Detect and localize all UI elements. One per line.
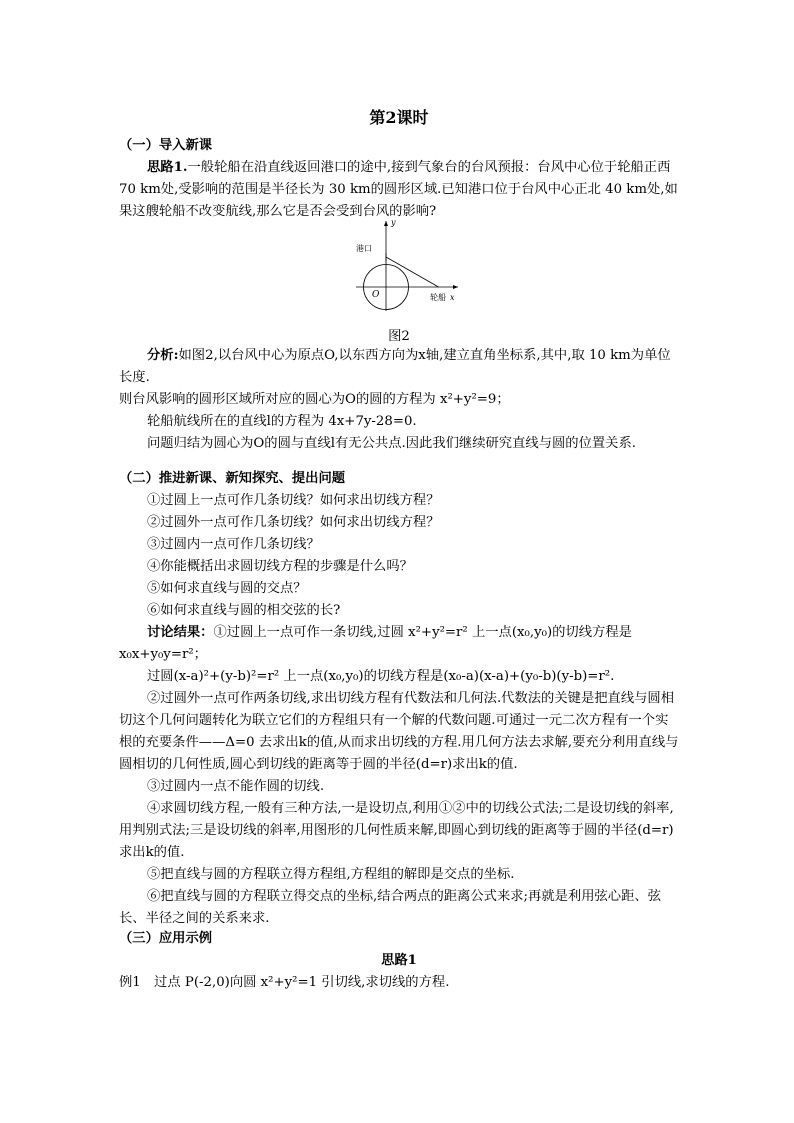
ship-route bbox=[386, 257, 439, 287]
result-1b: 过圆(x-a)²+(y-b)²=r² 上一点(x₀,y₀)的切线方程是(x₀-a)(x-a)+(y₀-b)(y-b)=r². bbox=[147, 669, 615, 684]
section-intro bbox=[119, 135, 679, 223]
result-4: ④求圆切线方程,一般有三种方法,一是设切点,利用①②中的切线公式法;二是设切线的斜率,用判别式法;三是设切线的斜率,用图形的几何性质来解,即圆心到切线的距离等于圆的半径(d=r)求出k的值. bbox=[119, 801, 674, 860]
question-3: ③过圆内一点可作几条切线？ bbox=[147, 537, 320, 552]
result-1 bbox=[119, 622, 679, 666]
result-2: ②过圆外一点可作两条切线,求出切线方程有代数法和几何法.代数法的关键是把直线与圆相切这个几何问题转化为联立它们的方程组只有一个解的代数问题.可通过一元二次方程有一个实根的充要条件——Δ=0 去求出k的值,从而求出切线的方程.用几何方法去求解,要充分利用直线与圆相切的几何性质,圆心到切线的距离等于圆的半径(d=r)求出k的值. bbox=[119, 691, 679, 772]
result-5: ⑤把直线与圆的方程联立得方程组,方程组的解即是交点的坐标. bbox=[147, 867, 515, 882]
typhoon-diagram bbox=[346, 215, 466, 315]
problem-reduction-line: 问题归结为圆心为O的圆与直线l有无公共点.因此我们继续研究直线与圆的位置关系. bbox=[147, 436, 636, 451]
result-3: ③过圆内一点不能作圆的切线. bbox=[147, 779, 325, 794]
sub-heading: 思路1 bbox=[381, 953, 417, 968]
result-6: ⑥把直线与圆的方程联立得交点的坐标,结合两点的距离公式来求;再就是利用弦心距、弦长、半径之间的关系来求. bbox=[119, 889, 661, 926]
question-1: ①过圆上一点可作几条切线？如何求出切线方程？ bbox=[147, 493, 440, 508]
section-heading: （二）推进新课、新知探究、提出问题 bbox=[119, 471, 346, 486]
section-heading: （一）导入新课 bbox=[119, 138, 213, 153]
analysis-label: 分析: bbox=[147, 348, 179, 363]
example-1: 例1 过点 P(-2,0)向圆 x²+y²=1 引切线,求切线的方程. bbox=[119, 975, 450, 990]
question-2: ②过圆外一点可作几条切线？如何求出切线方程？ bbox=[147, 515, 440, 530]
y-label: y bbox=[391, 218, 396, 227]
result-label: 讨论结果： bbox=[147, 625, 214, 640]
ship-label: 轮船 bbox=[430, 293, 446, 302]
port-label: 港口 bbox=[356, 244, 372, 253]
paragraph-idea1 bbox=[119, 157, 679, 223]
question-5: ⑤如何求直线与圆的交点？ bbox=[147, 581, 307, 596]
analysis-block bbox=[119, 345, 679, 455]
idea-text: 一般轮船在沿直线返回港口的途中,接到气象台的台风预报：台风中心位于轮船正西 70 km处,受影响的范围是半径长为 30 km的圆形区域.已知港口位于台风中心正北 40 km处,如果这艘轮船不改变航线,那么它是否会受到台风的影响? bbox=[119, 160, 678, 219]
result-1-text: ①过圆上一点可作一条切线,过圆 x²+y²=r² 上一点(x₀,y₀)的切线方程是x₀x+y₀y=r²； bbox=[119, 625, 632, 662]
section-heading: （三）应用示例 bbox=[119, 931, 213, 946]
analysis-paragraph bbox=[119, 345, 679, 389]
line-equation-line: 轮船航线所在的直线l的方程为 4x+7y-28=0. bbox=[147, 414, 417, 429]
y-axis-arrow bbox=[384, 221, 388, 226]
origin-label: O bbox=[372, 290, 380, 300]
question-6: ⑥如何求直线与圆的相交弦的长? bbox=[147, 603, 341, 618]
x-label: x bbox=[450, 293, 455, 302]
section-new-lesson bbox=[119, 468, 679, 930]
page-title: 第2课时 bbox=[369, 108, 429, 127]
x-axis-arrow bbox=[453, 285, 458, 289]
circle-equation-line: 则台风影响的圆形区域所对应的圆心为O的圆的方程为 x²+y²=9； bbox=[119, 392, 510, 407]
idea-label: 思路1. bbox=[147, 160, 188, 175]
question-4: ④你能概括出求圆切线方程的步骤是什么吗？ bbox=[147, 559, 413, 574]
analysis-text: 如图2,以台风中心为原点O,以东西方向为x轴,建立直角坐标系,其中,取 10 km为单位长度. bbox=[119, 348, 671, 385]
section-examples bbox=[119, 928, 679, 994]
figure-caption: 图2 bbox=[388, 329, 410, 344]
